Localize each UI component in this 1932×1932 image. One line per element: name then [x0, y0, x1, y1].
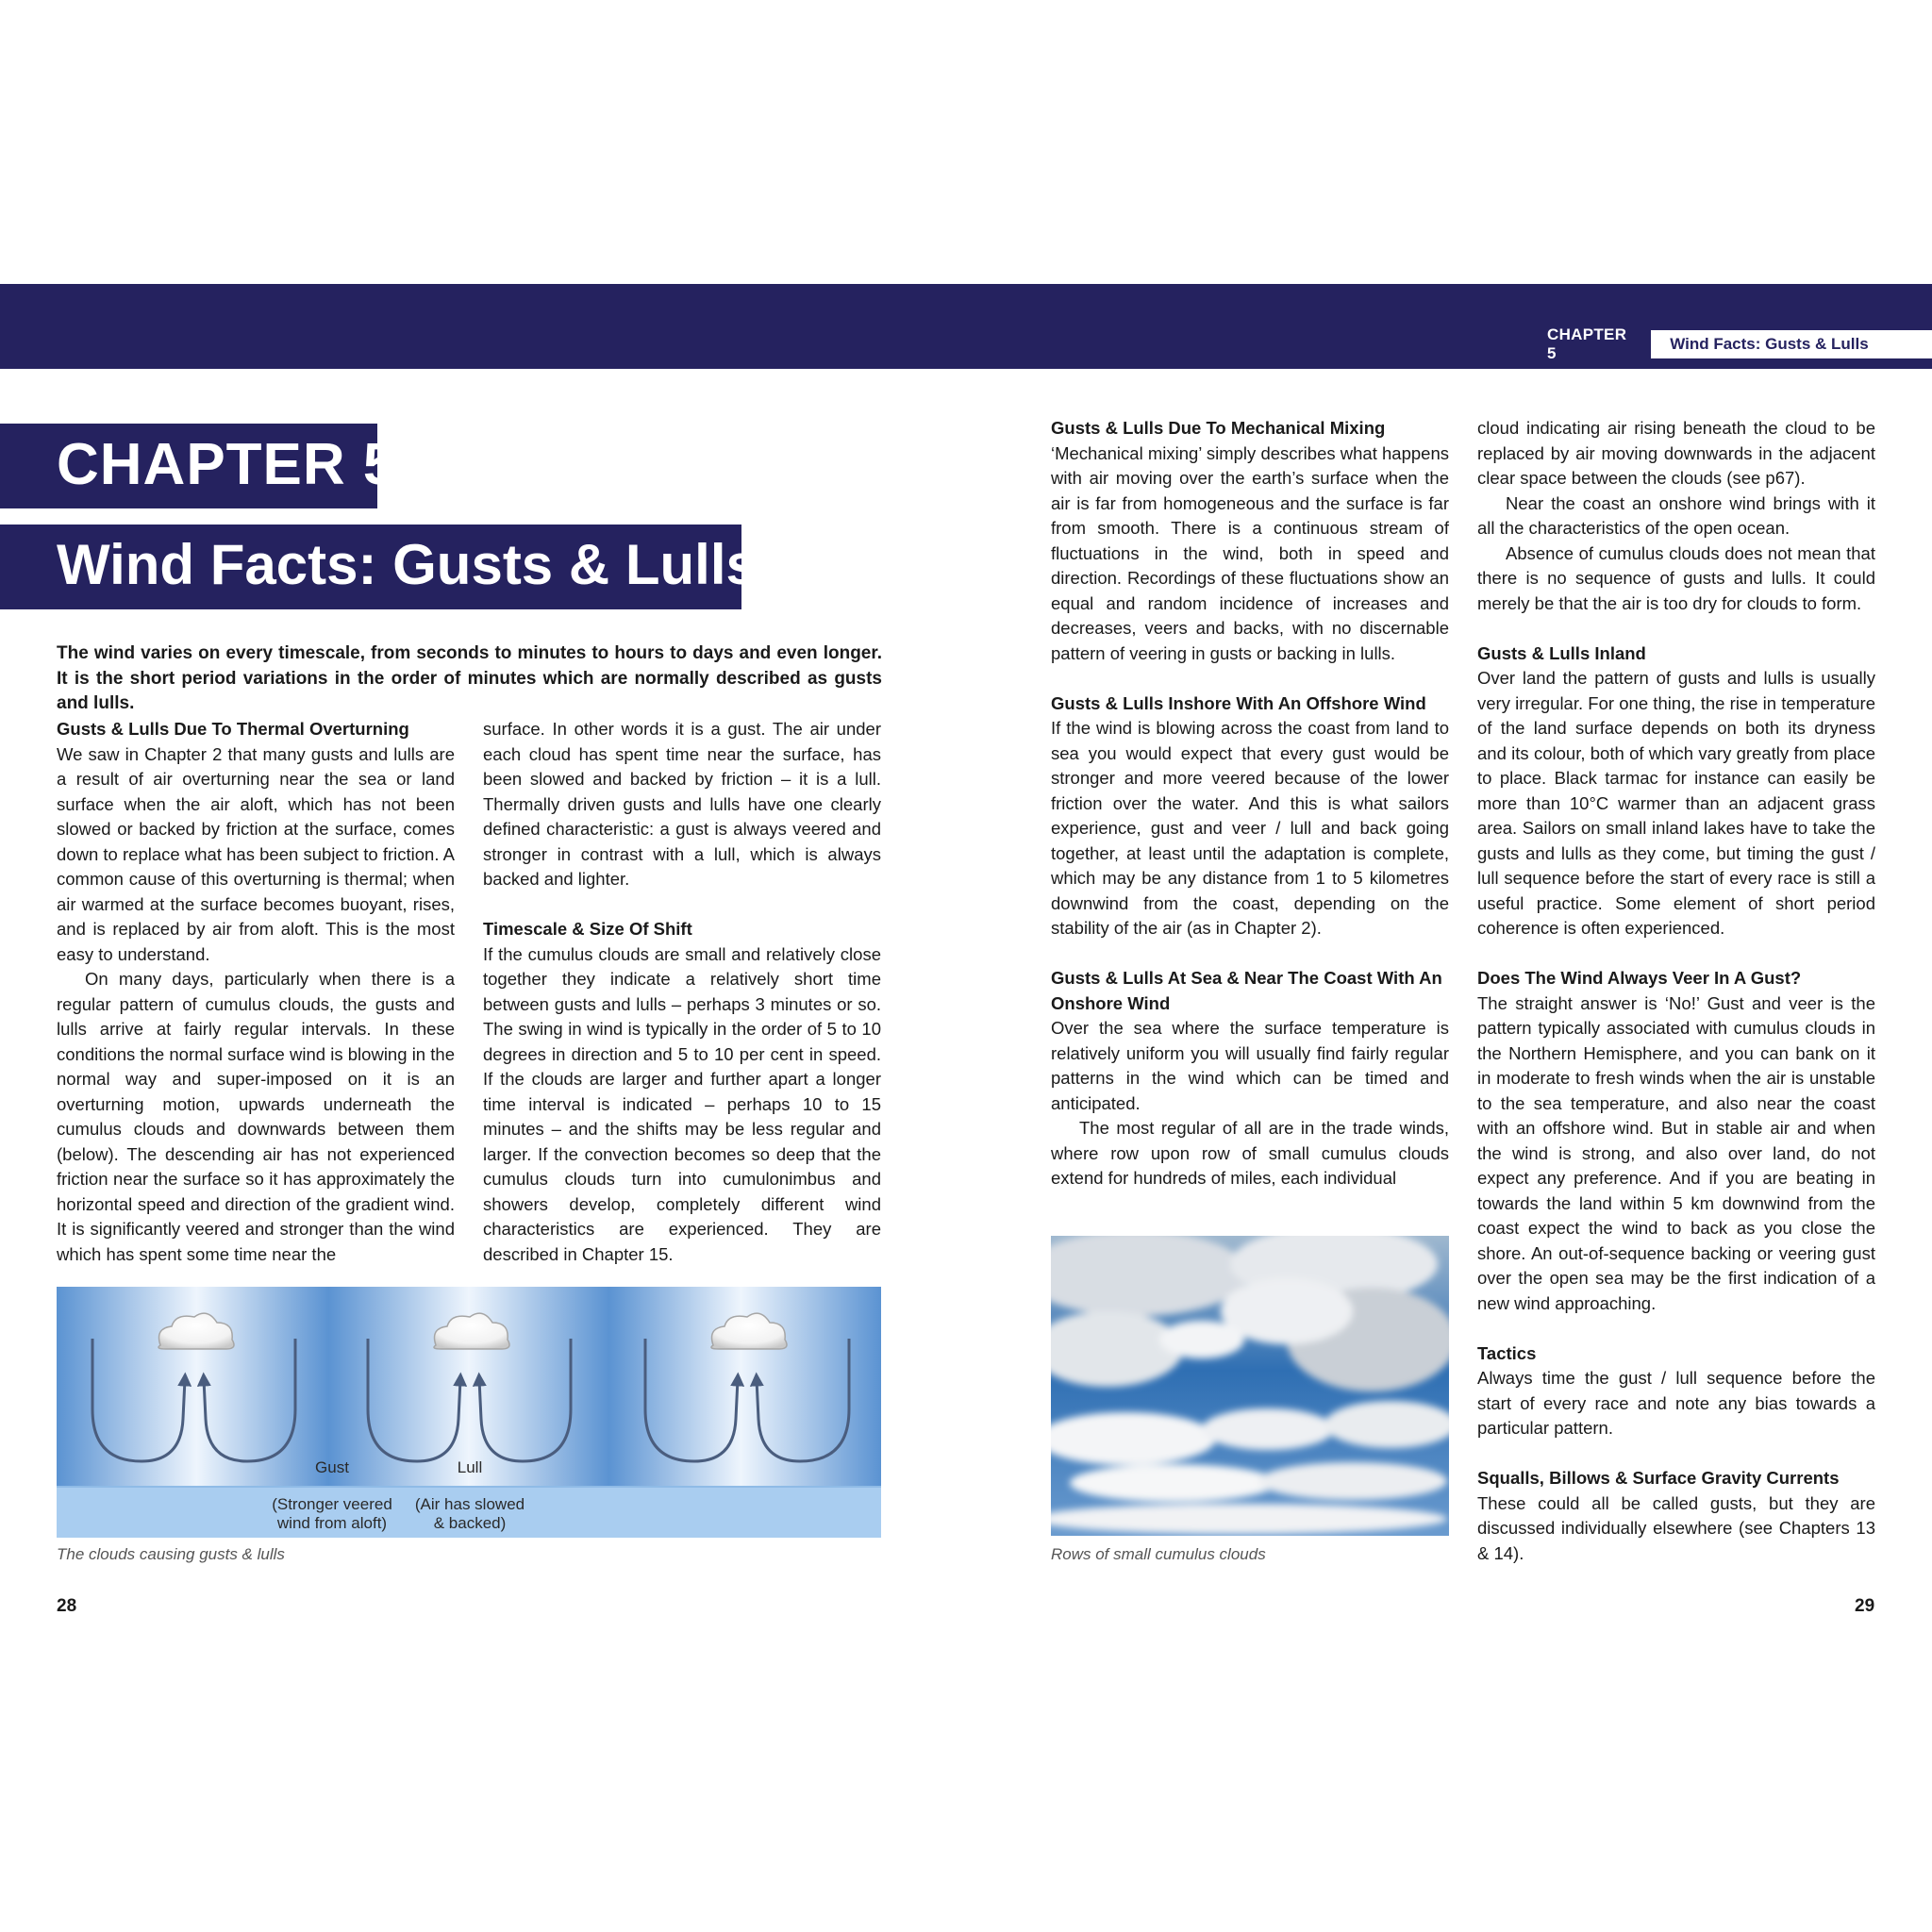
gust-note-line-1: (Stronger veered — [272, 1495, 392, 1513]
running-head-chapter: CHAPTER 5 — [1547, 325, 1627, 362]
paragraph: ‘Mechanical mixing’ simply describes what happens with air moving over the earth’s surface when the air is far from homogeneous and the surface is far from smooth. There is a continuous stream of fluctuations in the wind, both in speed and direction. Recordings of these fluctuations show an equal and random incidence of increases and decreases, veers and backs, with no discernable pattern of veering in gusts or backing in lulls. — [1051, 442, 1449, 663]
chapter-title: Wind Facts: Gusts & Lulls — [57, 533, 758, 596]
section-heading: Does The Wind Always Veer In A Gust? — [1477, 968, 1802, 988]
gust-note-line-2: wind from aloft) — [276, 1514, 388, 1532]
paragraph: If the wind is blowing across the coast from land to sea you would expect that every gust would be stronger and more veered because of the lower friction over the water. And this is what sailors experience, gust and veer / lull and back going together, at least until the adaptation is complete, which may be any distance from 1 to 5 kilometres downwind from the coast, depending on the stability of the air (as in Chapter 2). — [1051, 718, 1449, 938]
paragraph: Near the coast an onshore wind brings with it all the characteristics of the open ocean. — [1477, 492, 1875, 538]
paragraph: On many days, particularly when there is a regular pattern of cumulus clouds, the gusts and lulls arrive at fairly regular intervals. In these conditions the normal surface wind is blowing in the normal way and super-imposed on it is an overturning motion, upwards underneath the cumulus clouds and downwards between them (below). The descending air has not experienced friction near the surface so it has approximately the horizontal speed and direction of the gradient wind. It is significantly veered and stronger than the wind which has spent some time near the — [57, 969, 455, 1264]
section-heading: Gusts & Lulls Inshore With An Offshore Wind — [1051, 692, 1426, 713]
gust-label: Gust — [315, 1458, 349, 1476]
page-number-left: 28 — [57, 1596, 77, 1616]
photo-caption: Rows of small cumulus clouds — [1051, 1545, 1266, 1563]
right-column-2 — [1477, 416, 1875, 1566]
paragraph: Absence of cumulus clouds does not mean that there is no sequence of gusts and lulls. It could merely be that the air is too dry for clouds to form. — [1477, 542, 1875, 613]
section-heading: Timescale & Size Of Shift — [483, 919, 692, 939]
left-column-2 — [483, 717, 881, 1267]
section-heading: Gusts & Lulls Inland — [1477, 642, 1646, 663]
section-heading: Gusts & Lulls Due To Mechanical Mixing — [1051, 418, 1386, 438]
paragraph: The most regular of all are in the trade winds, where row upon row of small cumulus clouds extend for hundreds of miles, each individual — [1051, 1118, 1449, 1188]
paragraph: cloud indicating air rising beneath the cloud to be replaced by air moving downwards in the adjacent clear space between the clouds (see p67). — [1477, 418, 1875, 488]
paragraph: surface. In other words it is a gust. The air under each cloud has spent time near the surface, has been slowed and backed by friction – it is a lull. Thermally driven gusts and lulls have one clearly defined characteristic: a gust is always veered and stronger in contrast with a lull, which is always backed and lighter. — [483, 719, 881, 889]
diagram-caption: The clouds causing gusts & lulls — [57, 1545, 285, 1563]
left-column-1 — [57, 717, 455, 1267]
running-head-title: Wind Facts: Gusts & Lulls — [1651, 330, 1932, 358]
paragraph: We saw in Chapter 2 that many gusts and lulls are a result of air overturning near the sea or land surface when the air aloft, which has not been slowed or backed by friction at the surface, comes down to replace what has been subject to friction. A common cause of this overturning is thermal; when air warmed at the surface becomes buoyant, rises, and is replaced by air from aloft. This is the most easy to understand. — [57, 743, 455, 964]
paragraph: The straight answer is ‘No!’ Gust and veer is the pattern typically associated with cumulus clouds in the Northern Hemisphere, and you can bank on it in moderate to fresh winds when the air is unstable to the sea temperature, and also near the coast with an offshore wind. But in stable air and when the wind is strong, and also over land, do not expect any preference. And if you are beating in towards the land within 5 km downwind from the coast expect the wind to back as you close the shore. An out-of-sequence backing or veering gust over the open sea may be the first indication of a new wind approaching. — [1477, 992, 1875, 1313]
section-heading: Tactics — [1477, 1342, 1537, 1363]
chapter-label: CHAPTER 5 — [57, 432, 397, 497]
paragraph: These could all be called gusts, but they are discussed individually elsewhere (see Chapters 13 & 14). — [1477, 1492, 1875, 1563]
paragraph: Always time the gust / lull sequence before the start of every race and note any bias towards a particular pattern. — [1477, 1368, 1875, 1438]
section-heading: Gusts & Lulls Due To Thermal Overturning — [57, 719, 409, 739]
intro-paragraph: The wind varies on every timescale, from seconds to minutes to hours to days and even longer. It is the short period variations in the order of minutes which are normally described as gusts and lulls. — [57, 643, 882, 713]
lull-note-line-2: & backed) — [433, 1514, 507, 1532]
paragraph: If the cumulus clouds are small and relatively close together they indicate a relatively short time between gusts and lulls – perhaps 3 minutes or so. The swing in wind is typically in the order of 5 to 10 degrees in direction and 5 to 10 per cent in speed. If the clouds are larger and further apart a longer time interval is indicated – perhaps 10 to 15 minutes – and the shifts may be less regular and larger. If the convection becomes so deep that the cumulus clouds turn into cumulonimbus and showers develop, completely different wind characteristics are experienced. They are described in Chapter 15. — [483, 943, 881, 1264]
section-heading: Squalls, Billows & Surface Gravity Currents — [1477, 1468, 1840, 1488]
lull-note-line-1: (Air has slowed — [414, 1495, 525, 1513]
paragraph: Over land the pattern of gusts and lulls is usually very irregular. For one thing, the rise in temperature of the land surface depends on both its dryness and its colour, both of which vary greatly from place to place. Black tarmac for instance can easily be more than 10°C warmer than an adjacent grass area. Sailors on small inland lakes have to take the gusts and lulls as they come, but timing the gust / lull sequence before the start of every race is still a useful practice. Some element of short period coherence is often experienced. — [1477, 668, 1875, 938]
gust-lull-diagram — [57, 1287, 881, 1538]
running-head — [1547, 325, 1932, 362]
page-number-right: 29 — [1855, 1596, 1875, 1616]
paragraph: Over the sea where the surface temperature is relatively uniform you will usually find fairly regular patterns in the wind which can be timed and anticipated. — [1051, 1018, 1449, 1113]
lull-label: Lull — [457, 1458, 483, 1476]
section-heading: Gusts & Lulls At Sea & Near The Coast With An Onshore Wind — [1051, 968, 1442, 1013]
right-column-1 — [1051, 416, 1449, 1191]
cumulus-photo — [1051, 1236, 1449, 1536]
